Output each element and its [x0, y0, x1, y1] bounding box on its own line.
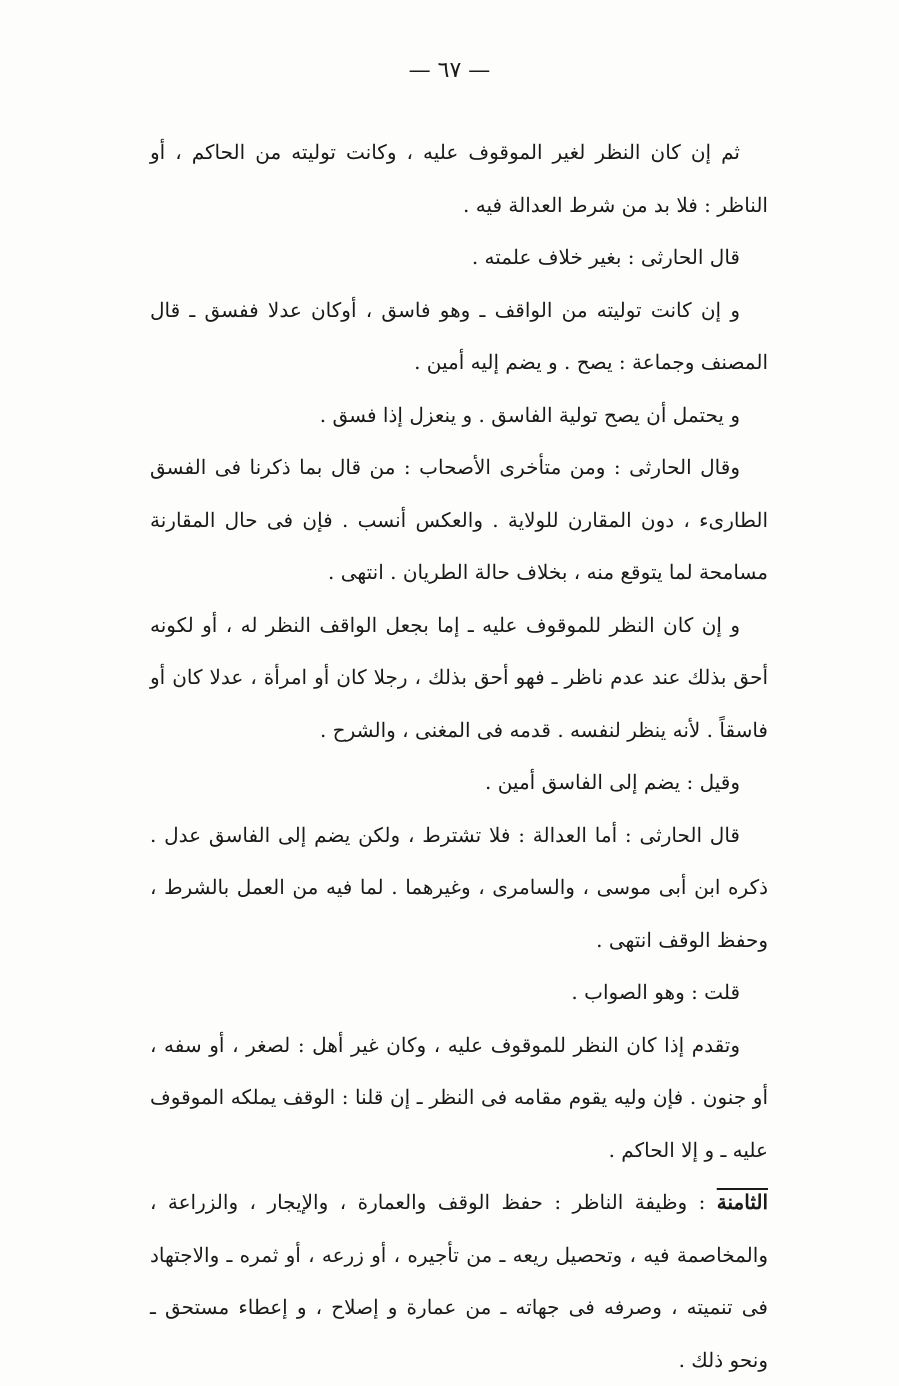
- paragraph-3: و إن كانت توليته من الواقف ـ وهو فاسق ، أوكان عدلا ففسق ـ قال المصنف وجماعة : يصح . و يضم إليه أمين .: [150, 297, 768, 374]
- paragraph-4: و يحتمل أن يصح تولية الفاسق . و ينعزل إذا فسق .: [319, 402, 740, 427]
- paragraph-8: قال الحارثى : أما العدالة : فلا تشترط ، ولكن يضم إلى الفاسق عدل . ذكره ابن أبى موسى ، والسامرى ، وغيرهما . لما فيه من العمل بالشرط ، وحفظ الوقف انتهى .: [150, 822, 768, 952]
- paragraph-1: ثم إن كان النظر لغير الموقوف عليه ، وكانت توليته من الحاكم ، أو الناظر : فلا بد من شرط العدالة فيه .: [150, 140, 768, 217]
- paragraph-10: وتقدم إذا كان النظر للموقوف عليه ، وكان غير أهل : لصغر ، أو سفه ، أو جنون . فإن وليه يقوم مقامه فى النظر ـ إن قلنا : الوقف يملكه الموقوف عليه ـ و إلا الحاكم .: [150, 1032, 768, 1162]
- paragraph-11: [150, 1176, 768, 1386]
- paragraph-6: و إن كان النظر للموقوف عليه ـ إما بجعل الواقف النظر له ، أو لكونه أحق بذلك عند عدم ناظر ـ فهو أحق بذلك ، رجلا كان أو امرأة ، عدلا كان أو فاسقاً . لأنه ينظر لنفسه . قدمه فى المغنى ، والشرح .: [150, 612, 768, 742]
- paragraph-9: قلت : وهو الصواب .: [571, 980, 740, 1004]
- page-number: — ٦٧ —: [408, 58, 491, 83]
- paragraph-7: وقيل : يضم إلى الفاسق أمين .: [484, 770, 740, 794]
- section-lead-word: الثامنة: [716, 1190, 768, 1214]
- text-body: [150, 126, 768, 1386]
- paragraph-2: قال الحارثى : بغير خلاف علمته .: [471, 245, 740, 269]
- paragraph-11-text: : وظيفة الناظر : حفظ الوقف والعمارة ، والإيجار ، والزراعة ، والمخاصمة فيه ، وتحصيل ريعه ـ من تأجيره ، أو زرعه ، أو ثمره ـ والاجتهاد فى تنميته ، وصرفه فى جهاته ـ من عمارة و إصلاح ، و إعطاء مستحق ـ ونحو ذلك .: [150, 1190, 768, 1372]
- paragraph-5: وقال الحارثى : ومن متأخرى الأصحاب : من قال بما ذكرنا فى الفسق الطارىء ، دون المقارن للولاية . والعكس أنسب . فإن فى حال المقارنة مسامحة لما يتوقع منه ، بخلاف حالة الطريان . انتهى .: [150, 455, 768, 584]
